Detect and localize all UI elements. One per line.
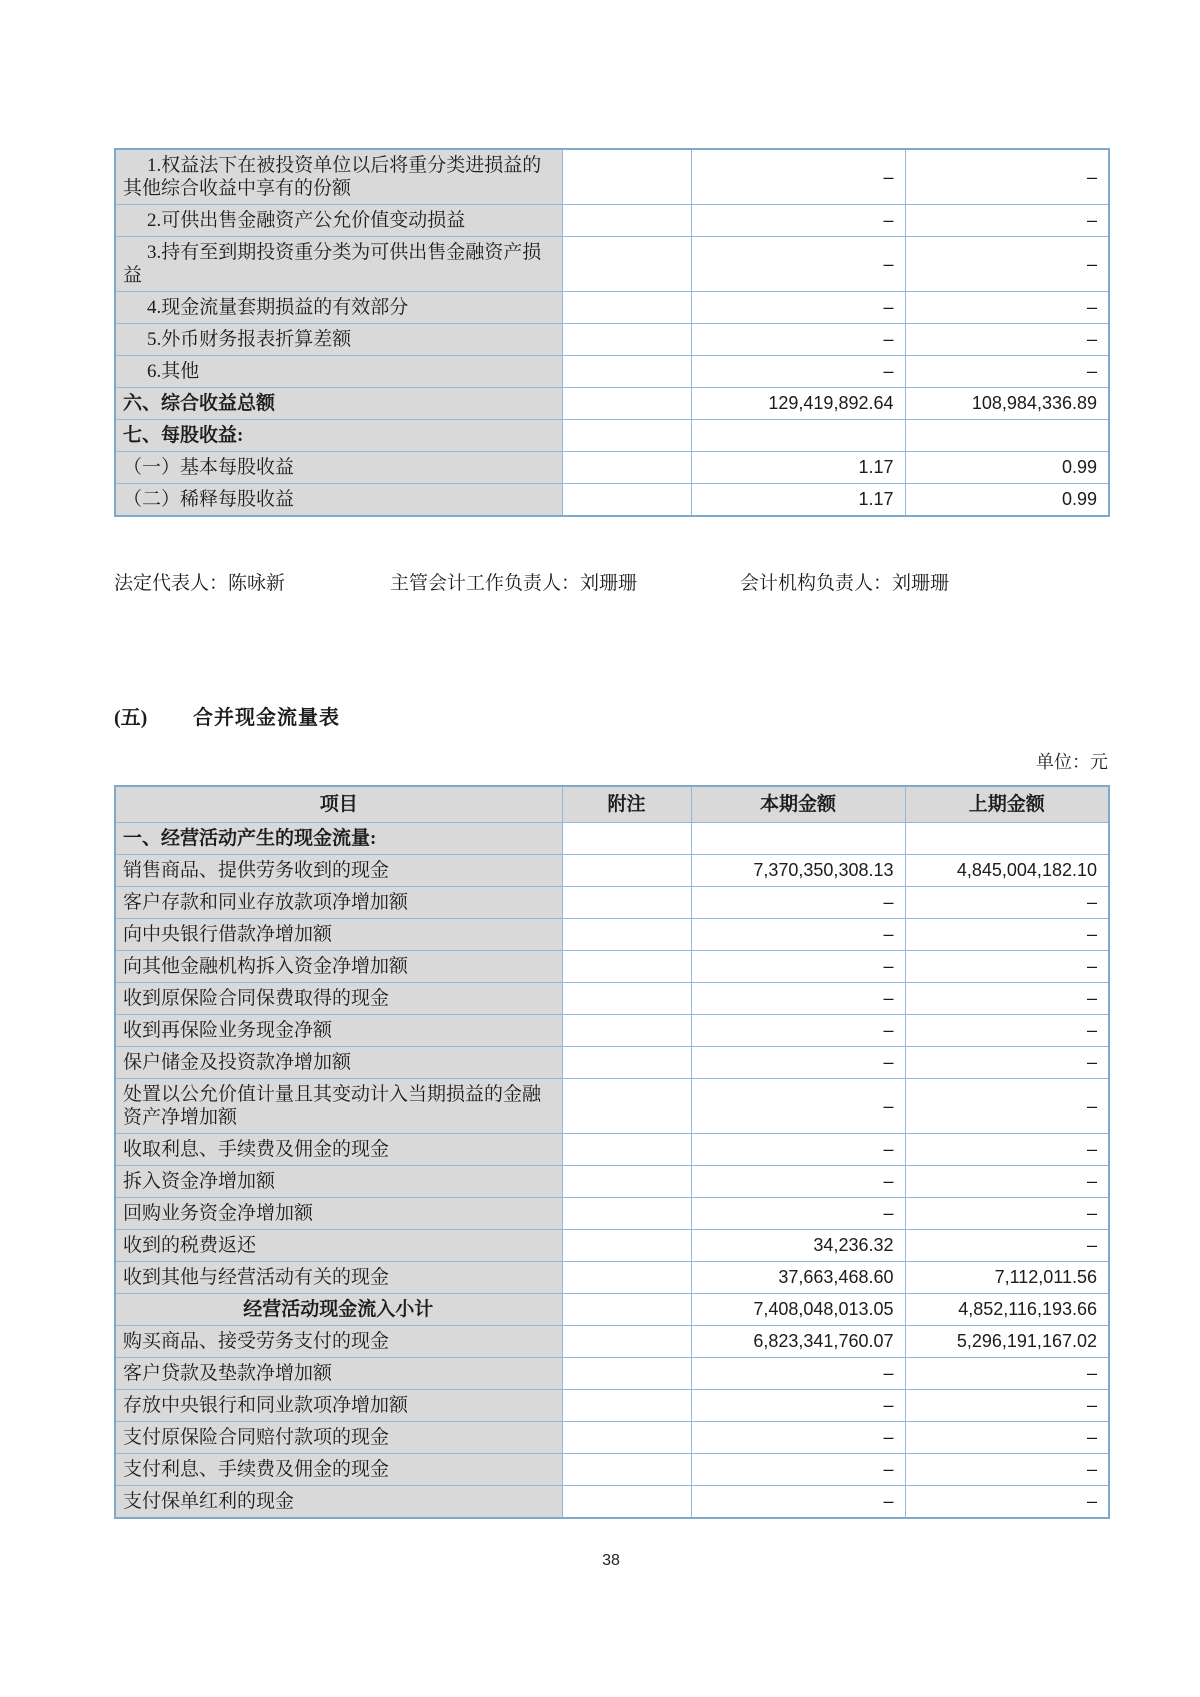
prior-cell: – [905, 205, 1109, 237]
current-cell: – [691, 1047, 905, 1079]
item-cell: 保户储金及投资款净增加额 [115, 1047, 562, 1079]
note-cell [562, 887, 691, 919]
current-cell: – [691, 1358, 905, 1390]
current-cell: 7,408,048,013.05 [691, 1294, 905, 1326]
table-row [115, 951, 1109, 983]
item-cell: 收到的税费返还 [115, 1230, 562, 1262]
item-cell: 4.现金流量套期损益的有效部分 [115, 292, 562, 324]
prior-cell: – [905, 1047, 1109, 1079]
item-cell: （一）基本每股收益 [115, 452, 562, 484]
item-cell: 一、经营活动产生的现金流量: [115, 823, 562, 855]
note-cell [562, 1198, 691, 1230]
note-cell [562, 324, 691, 356]
current-cell: 6,823,341,760.07 [691, 1326, 905, 1358]
table-row [115, 1486, 1109, 1519]
current-cell: – [691, 1422, 905, 1454]
unit-label: 单位：元 [1036, 752, 1108, 772]
table-header-row [115, 786, 1109, 823]
legal-representative-label: 法定代表人：陈咏新 [114, 573, 286, 594]
note-cell [562, 1358, 691, 1390]
table-row [115, 292, 1109, 324]
current-cell [691, 420, 905, 452]
prior-cell: – [905, 1015, 1109, 1047]
current-cell: 129,419,892.64 [691, 388, 905, 420]
item-cell: 处置以公允价值计量且其变动计入当期损益的金融资产净增加额 [115, 1079, 562, 1134]
current-cell: – [691, 1198, 905, 1230]
table-row [115, 1015, 1109, 1047]
table-row [115, 484, 1109, 517]
table-row [115, 855, 1109, 887]
note-cell [562, 855, 691, 887]
current-cell: 37,663,468.60 [691, 1262, 905, 1294]
note-cell [562, 149, 691, 205]
item-cell: 存放中央银行和同业款项净增加额 [115, 1390, 562, 1422]
prior-cell: 7,112,011.56 [905, 1262, 1109, 1294]
current-cell: – [691, 356, 905, 388]
current-cell: – [691, 1390, 905, 1422]
note-cell [562, 1262, 691, 1294]
item-cell: 拆入资金净增加额 [115, 1166, 562, 1198]
note-cell [562, 1326, 691, 1358]
current-cell: – [691, 951, 905, 983]
table-row [115, 452, 1109, 484]
table-row [115, 1198, 1109, 1230]
item-cell: 3.持有至到期投资重分类为可供出售金融资产损益 [115, 237, 562, 292]
note-cell [562, 1047, 691, 1079]
accounting-head-label: 会计机构负责人：刘珊珊 [740, 573, 950, 594]
table-row [115, 356, 1109, 388]
prior-cell: – [905, 1390, 1109, 1422]
prior-cell: 5,296,191,167.02 [905, 1326, 1109, 1358]
section-title: 合并现金流量表 [193, 707, 340, 729]
item-cell: （二）稀释每股收益 [115, 484, 562, 517]
table-row [115, 1047, 1109, 1079]
note-cell [562, 919, 691, 951]
table-row [115, 1230, 1109, 1262]
current-cell: – [691, 1079, 905, 1134]
item-cell: 向其他金融机构拆入资金净增加额 [115, 951, 562, 983]
table-row [115, 1422, 1109, 1454]
item-cell: 向中央银行借款净增加额 [115, 919, 562, 951]
note-cell [562, 420, 691, 452]
item-cell: 购买商品、接受劳务支付的现金 [115, 1326, 562, 1358]
item-cell: 2.可供出售金融资产公允价值变动损益 [115, 205, 562, 237]
table-row [115, 1079, 1109, 1134]
table-row [115, 1390, 1109, 1422]
note-cell [562, 1166, 691, 1198]
current-cell: – [691, 1015, 905, 1047]
current-cell: – [691, 292, 905, 324]
note-cell [562, 1079, 691, 1134]
prior-cell: – [905, 292, 1109, 324]
prior-cell: 0.99 [905, 484, 1109, 517]
section-heading [114, 701, 1108, 729]
prior-cell [905, 823, 1109, 855]
note-cell [562, 388, 691, 420]
note-cell [562, 951, 691, 983]
signature-line [114, 568, 1108, 594]
table-row [115, 1166, 1109, 1198]
item-cell: 5.外币财务报表折算差额 [115, 324, 562, 356]
note-cell [562, 1422, 691, 1454]
item-cell: 1.权益法下在被投资单位以后将重分类进损益的其他综合收益中享有的份额 [115, 149, 562, 205]
page-number: 38 [602, 1552, 620, 1569]
prior-cell: 0.99 [905, 452, 1109, 484]
note-cell [562, 823, 691, 855]
current-cell: – [691, 983, 905, 1015]
prior-cell: 4,852,116,193.66 [905, 1294, 1109, 1326]
note-cell [562, 1134, 691, 1166]
prior-cell: – [905, 149, 1109, 205]
prior-cell [905, 420, 1109, 452]
item-cell: 支付保单红利的现金 [115, 1486, 562, 1519]
current-cell: – [691, 1134, 905, 1166]
prior-cell: – [905, 1422, 1109, 1454]
note-cell [562, 237, 691, 292]
item-cell: 支付原保险合同赔付款项的现金 [115, 1422, 562, 1454]
prior-cell: – [905, 983, 1109, 1015]
item-cell: 销售商品、提供劳务收到的现金 [115, 855, 562, 887]
current-cell: – [691, 205, 905, 237]
table-row [115, 1454, 1109, 1486]
current-cell: – [691, 887, 905, 919]
current-cell: – [691, 149, 905, 205]
prior-cell: 4,845,004,182.10 [905, 855, 1109, 887]
current-cell: – [691, 324, 905, 356]
current-cell: – [691, 1454, 905, 1486]
prior-cell: – [905, 324, 1109, 356]
prior-cell: – [905, 1230, 1109, 1262]
table-row [115, 205, 1109, 237]
prior-cell: – [905, 887, 1109, 919]
table-row [115, 1358, 1109, 1390]
current-cell: – [691, 919, 905, 951]
prior-cell: – [905, 919, 1109, 951]
current-cell: – [691, 237, 905, 292]
table-row [115, 149, 1109, 205]
cash-flow-table [114, 785, 1110, 1519]
item-cell: 收到原保险合同保费取得的现金 [115, 983, 562, 1015]
table-row [115, 1262, 1109, 1294]
current-cell: – [691, 1166, 905, 1198]
prior-cell: – [905, 1166, 1109, 1198]
current-cell: 1.17 [691, 452, 905, 484]
note-cell [562, 484, 691, 517]
prior-cell: – [905, 1358, 1109, 1390]
item-cell: 客户贷款及垫款净增加额 [115, 1358, 562, 1390]
header-note: 附注 [562, 786, 691, 823]
table-row [115, 887, 1109, 919]
note-cell [562, 1486, 691, 1519]
note-cell [562, 1454, 691, 1486]
header-prior-period: 上期金额 [905, 786, 1109, 823]
item-cell: 经营活动现金流入小计 [115, 1294, 562, 1326]
item-cell: 回购业务资金净增加额 [115, 1198, 562, 1230]
current-cell: – [691, 1486, 905, 1519]
table-row [115, 919, 1109, 951]
current-cell: 1.17 [691, 484, 905, 517]
note-cell [562, 1015, 691, 1047]
note-cell [562, 983, 691, 1015]
item-cell: 六、综合收益总额 [115, 388, 562, 420]
prior-cell: – [905, 1454, 1109, 1486]
prior-cell: – [905, 1079, 1109, 1134]
table-row [115, 388, 1109, 420]
prior-cell: – [905, 1198, 1109, 1230]
item-cell: 6.其他 [115, 356, 562, 388]
note-cell [562, 1230, 691, 1262]
header-current-period: 本期金额 [691, 786, 905, 823]
comprehensive-income-table [114, 148, 1110, 517]
prior-cell: 108,984,336.89 [905, 388, 1109, 420]
item-cell: 收到再保险业务现金净额 [115, 1015, 562, 1047]
item-cell: 支付利息、手续费及佣金的现金 [115, 1454, 562, 1486]
table-row [115, 237, 1109, 292]
item-cell: 客户存款和同业存放款项净增加额 [115, 887, 562, 919]
note-cell [562, 1294, 691, 1326]
note-cell [562, 452, 691, 484]
header-item: 项目 [115, 786, 562, 823]
chief-accountant-label: 主管会计工作负责人：刘珊珊 [390, 573, 638, 594]
prior-cell: – [905, 951, 1109, 983]
table-row [115, 324, 1109, 356]
table-row [115, 1326, 1109, 1358]
current-cell: 7,370,350,308.13 [691, 855, 905, 887]
prior-cell: – [905, 356, 1109, 388]
table-row [115, 823, 1109, 855]
note-cell [562, 356, 691, 388]
table-row [115, 983, 1109, 1015]
current-cell: 34,236.32 [691, 1230, 905, 1262]
current-cell [691, 823, 905, 855]
prior-cell: – [905, 237, 1109, 292]
note-cell [562, 205, 691, 237]
note-cell [562, 292, 691, 324]
item-cell: 收到其他与经营活动有关的现金 [115, 1262, 562, 1294]
prior-cell: – [905, 1134, 1109, 1166]
item-cell: 七、每股收益: [115, 420, 562, 452]
table-row [115, 1134, 1109, 1166]
table-row [115, 1294, 1109, 1326]
prior-cell: – [905, 1486, 1109, 1519]
item-cell: 收取利息、手续费及佣金的现金 [115, 1134, 562, 1166]
section-index: (五) [114, 707, 148, 729]
note-cell [562, 1390, 691, 1422]
table-row [115, 420, 1109, 452]
